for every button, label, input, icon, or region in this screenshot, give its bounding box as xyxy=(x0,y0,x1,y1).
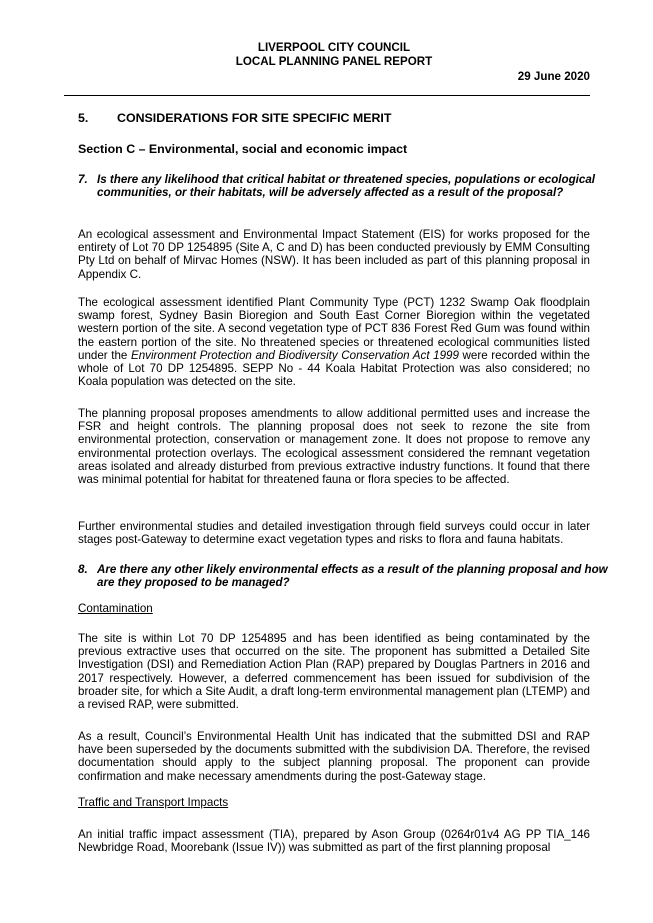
header-divider xyxy=(64,95,590,96)
paragraph-further-studies: Further environmental studies and detailed investigation through field surveys could occur in later stages post-Gateway to determine exact vegetation types and risks to flora and fauna habitats. xyxy=(78,520,590,547)
paragraph-text: The ecological assessment identified Plant Community Type (PCT) 1232 Swamp Oak floodplain swamp forest, Sydney Basin Bioregion and South East Corner Bioregion within the vegetated western portion of the site. A second vegetation type of PCT 836 Forest Red Gum was found within the eastern portion of the site. No threatened species or threatened ecological communities listed under the xyxy=(78,296,590,362)
traffic-heading: Traffic and Transport Impacts xyxy=(78,796,229,809)
paragraph-planning-proposal: The planning proposal proposes amendments to allow additional permitted uses and increase the FSR and height controls. The planning proposal does not seek to rezone the site from environmental protection, conservation or management zone. It does not propose to remove any environmental protection overlays. The ecological assessment considered the remnant vegetation areas isolated and already disturbed from previous extractive industry functions. It found that there was minimal potential for habitat for threatened fauna or flora species to be affected. xyxy=(78,407,590,487)
question-7 xyxy=(78,173,609,199)
section-title: CONSIDERATIONS FOR SITE SPECIFIC MERIT xyxy=(117,111,392,125)
question-7-text: Is there any likelihood that critical habitat or threatened species, populations or ecological communities, or their habitats, will be adversely affected as a result of the proposal? xyxy=(97,173,596,200)
subsection-heading: Section C – Environmental, social and economic impact xyxy=(78,142,408,156)
report-date: 29 June 2020 xyxy=(517,70,590,83)
question-8-text: Are there any other likely environmental effects as a result of the planning proposal and how are they proposed to be managed? xyxy=(97,563,608,590)
paragraph-ecological-findings xyxy=(78,296,590,388)
paragraph-environmental-health: As a result, Council’s Environmental Health Unit has indicated that the submitted DSI and RAP have been superseded by the documents submitted with the subdivision DA. Therefore, the revised documentation should apply to the subject planning proposal. The proponent can provide confirmation and make necessary amendments during the post-Gateway stage. xyxy=(78,730,590,783)
paragraph-traffic: An initial traffic impact assessment (TIA), prepared by Ason Group (0264r01v4 AG PP TIA_146 Newbridge Road, Moorebank (Issue IV)) was submitted as part of the first planning proposal xyxy=(78,828,590,855)
section-number: 5. xyxy=(78,111,89,125)
section-heading xyxy=(78,112,590,125)
council-name: LIVERPOOL CITY COUNCIL xyxy=(257,41,411,54)
report-type: LOCAL PLANNING PANEL REPORT xyxy=(235,55,433,68)
question-8-number: 8. xyxy=(78,563,88,576)
question-8 xyxy=(78,563,609,589)
question-7-number: 7. xyxy=(78,173,88,186)
act-title: Environment Protection and Biodiversity Conservation Act 1999 xyxy=(130,348,459,362)
paragraph-ecological-assessment: An ecological assessment and Environmental Impact Statement (EIS) for works proposed for the entirety of Lot 70 DP 1254895 (Site A, C and D) has been conducted previously by EMM Consulting Pty Ltd on behalf of Mirvac Homes (NSW). It has been included as part of this planning proposal in Appendix C. xyxy=(78,228,590,281)
paragraph-contamination: The site is within Lot 70 DP 1254895 and has been identified as being contaminated by the previous extractive uses that occurred on the site. The proponent has submitted a Detailed Site Investigation (DSI) and Remediation Action Plan (RAP) prepared by Douglas Partners in 2016 and 2017 respectively. However, a deferred commencement has been issued for subdivision of the broader site, for which a Site Audit, a draft long-term environmental management plan (LTEMP) and a revised RAP, were submitted. xyxy=(78,632,590,712)
contamination-heading: Contamination xyxy=(78,602,153,615)
paragraph-text: were recorded within the whole of Lot 70 DP 1254895. SEPP No - 44 Koala Habitat Protection was also considered; no Koala population was detected on the site. xyxy=(78,348,590,389)
